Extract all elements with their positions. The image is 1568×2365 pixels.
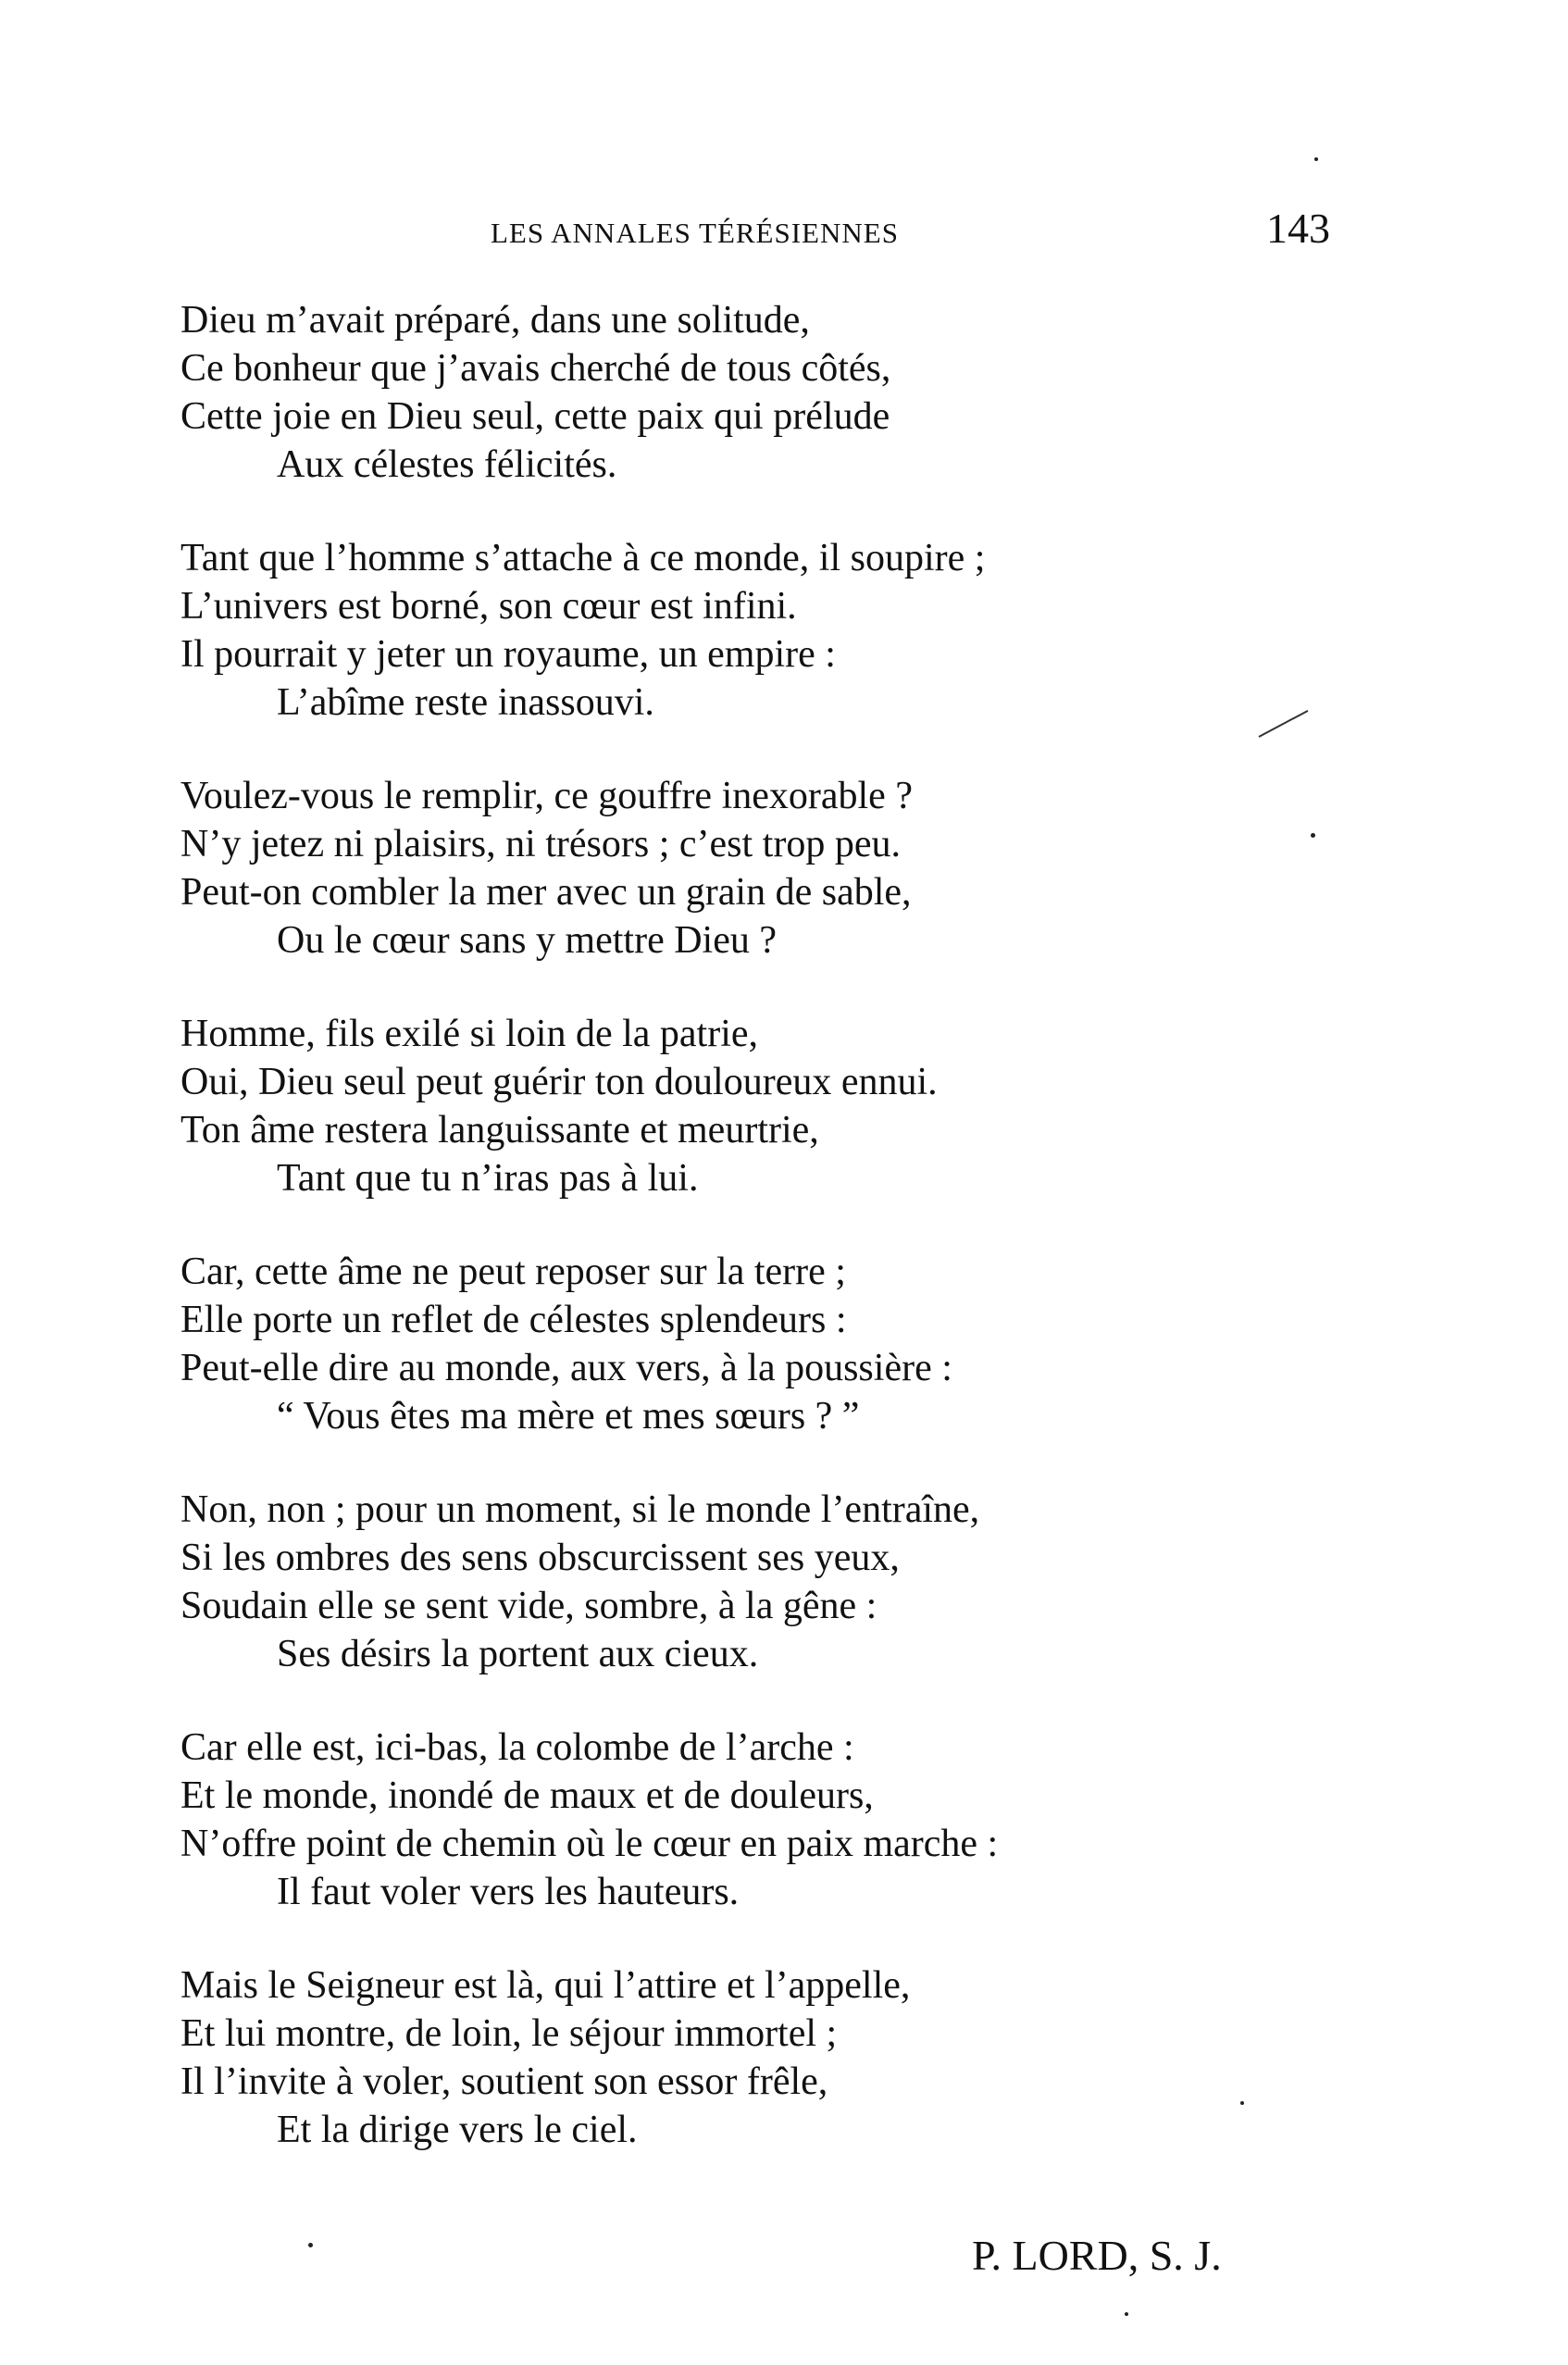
stanza — [180, 1724, 1365, 1916]
poem-line: Non, non ; pour un moment, si le monde l’entraîne, — [180, 1488, 980, 1531]
poem-line-indented: Aux célestes félicités. — [277, 443, 617, 486]
poem-line: Mais le Seigneur est là, qui l’attire et l’appelle, — [180, 1964, 911, 2007]
poem-line-indented: Tant que tu n’iras pas à lui. — [277, 1157, 699, 1200]
scan-speck — [1314, 157, 1318, 161]
poem-line: Car, cette âme ne peut reposer sur la terre ; — [180, 1251, 846, 1293]
poem-line-indented: L’abîme reste inassouvi. — [277, 681, 654, 724]
poem-line: Homme, fils exilé si loin de la patrie, — [180, 1013, 759, 1055]
poem-line: Soudain elle se sent vide, sombre, à la gêne : — [180, 1585, 877, 1627]
poem-line: Et le monde, inondé de maux et de douleurs, — [180, 1774, 874, 1817]
poem-line: Ce bonheur que j’avais cherché de tous côtés, — [180, 347, 891, 390]
poem-line: Cette joie en Dieu seul, cette paix qui prélude — [180, 395, 890, 438]
stanza — [180, 1961, 1365, 2154]
poem-line-indented: Et la dirige vers le ciel. — [277, 2109, 638, 2151]
poem — [180, 296, 1365, 2199]
page-number: 143 — [1266, 205, 1330, 252]
poem-line: L’univers est borné, son cœur est infini. — [180, 585, 797, 628]
stanza — [180, 772, 1365, 965]
poem-line-indented: Il faut voler vers les hauteurs. — [277, 1871, 740, 1913]
poem-line: Oui, Dieu seul peut guérir ton douloureux ennui. — [180, 1061, 938, 1103]
poem-line: Tant que l’homme s’attache à ce monde, il soupire ; — [180, 537, 986, 579]
poem-line: Il l’invite à voler, soutient son essor frêle, — [180, 2060, 828, 2103]
scan-speck — [1311, 833, 1315, 838]
poem-line: N’offre point de chemin où le cœur en paix marche : — [180, 1823, 999, 1865]
stanza — [180, 1010, 1365, 1202]
poem-line: Ton âme restera languissante et meurtrie, — [180, 1109, 819, 1151]
scan-speck — [1125, 2312, 1128, 2316]
author-signature: P. LORD, S. J. — [972, 2232, 1222, 2279]
scan-speck — [1240, 2101, 1244, 2105]
poem-line: Si les ombres des sens obscurcissent ses yeux, — [180, 1537, 900, 1579]
page-header — [0, 204, 1568, 259]
stanza — [180, 1486, 1365, 1678]
poem-line: Elle porte un reflet de célestes splendeurs : — [180, 1299, 847, 1341]
poem-line-indented: Ses désirs la portent aux cieux. — [277, 1633, 759, 1675]
poem-line: Voulez-vous le remplir, ce gouffre inexorable ? — [180, 775, 913, 817]
poem-line-indented: “ Vous êtes ma mère et mes sœurs ? ” — [277, 1395, 860, 1438]
poem-line: Peut-elle dire au monde, aux vers, à la poussière : — [180, 1347, 952, 1389]
scan-speck — [308, 2243, 313, 2247]
stanza — [180, 296, 1365, 489]
running-title: LES ANNALES TÉRÉSIENNES — [491, 217, 899, 249]
poem-line: Dieu m’avait préparé, dans une solitude, — [180, 299, 810, 342]
poem-line-indented: Ou le cœur sans y mettre Dieu ? — [277, 919, 777, 962]
poem-line: Il pourrait y jeter un royaume, un empire : — [180, 633, 836, 676]
poem-line: N’y jetez ni plaisirs, ni trésors ; c’est trop peu. — [180, 823, 901, 865]
poem-line: Peut-on combler la mer avec un grain de sable, — [180, 871, 912, 914]
stanza — [180, 534, 1365, 727]
poem-line: Et lui montre, de loin, le séjour immortel ; — [180, 2012, 838, 2055]
stanza — [180, 1248, 1365, 1440]
poem-line: Car elle est, ici-bas, la colombe de l’arche : — [180, 1726, 854, 1769]
